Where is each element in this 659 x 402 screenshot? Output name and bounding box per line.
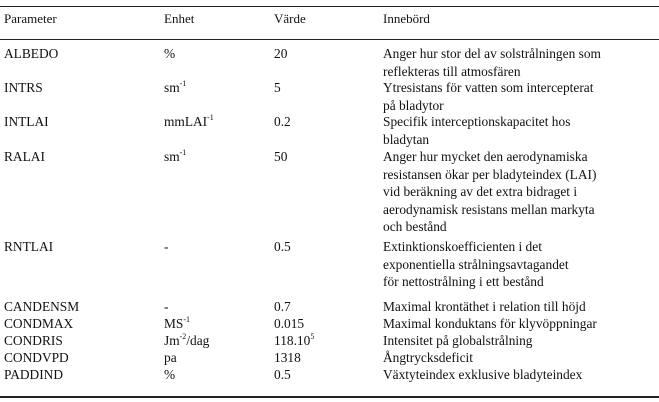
meaning-line: bladytan <box>383 131 430 147</box>
table-header <box>0 11 659 31</box>
meaning-line: resistansen ökar per bladyteindex (LAI) <box>383 166 597 182</box>
unit-base: % <box>164 367 176 382</box>
param-name: INTRS <box>4 80 43 95</box>
header-unit: Enhet <box>164 11 195 26</box>
value-exponent: 5 <box>310 332 315 341</box>
unit-exponent: -1 <box>179 148 187 157</box>
param-name: CANDENSM <box>4 299 80 314</box>
meaning-line: Extinktionskoefficienten i det <box>383 239 542 254</box>
value-base: 50 <box>274 149 288 164</box>
param-name: CONDVPD <box>4 350 69 365</box>
param-meaning <box>383 298 659 316</box>
param-value <box>274 332 314 350</box>
meaning-line: exponentiella strålningsavtagandet <box>383 256 569 272</box>
unit-base: MS <box>164 316 184 331</box>
value-base: 0.015 <box>274 316 305 331</box>
param-name: CONDRIS <box>4 333 63 348</box>
param-value <box>274 315 304 333</box>
meaning-line: Anger hur mycket den aerodynamiska <box>383 149 588 164</box>
unit-base: pa <box>164 350 177 365</box>
meaning-line: Intensitet på globalstrålning <box>383 333 533 348</box>
param-name: RALAI <box>4 149 45 164</box>
value-base: 0.5 <box>274 367 291 382</box>
unit-base: - <box>164 239 169 254</box>
param-unit <box>164 238 168 256</box>
param-name: ALBEDO <box>4 46 59 61</box>
table-header-rule <box>0 39 659 40</box>
meaning-line: för nettostrålning i ett bestånd <box>383 274 544 290</box>
param-meaning <box>383 366 659 384</box>
value-base: 0.2 <box>274 114 291 129</box>
unit-base: % <box>164 46 176 61</box>
param-unit <box>164 298 168 316</box>
unit-exponent: -2 <box>179 332 187 341</box>
param-unit <box>164 332 209 350</box>
param-meaning <box>383 238 659 291</box>
param-unit <box>164 366 175 384</box>
value-base: 0.7 <box>274 299 291 314</box>
param-unit <box>164 148 186 166</box>
meaning-line: Maximal konduktans för klyvöppningar <box>383 316 597 331</box>
meaning-line: aerodynamisk resistans mellan markyta <box>383 201 595 217</box>
param-meaning <box>383 315 659 333</box>
param-meaning <box>383 148 659 236</box>
param-value <box>274 79 281 97</box>
param-unit <box>164 349 177 367</box>
unit-base: Jm <box>164 333 180 348</box>
param-value <box>274 45 287 63</box>
value-base: 1318 <box>274 350 301 365</box>
header-meaning: Innebörd <box>383 11 430 26</box>
param-value <box>274 366 291 384</box>
meaning-line: Anger hur stor del av solstrålningen som <box>383 46 601 61</box>
unit-exponent: -1 <box>207 113 214 122</box>
meaning-line: vid beräkning av det extra bidraget i <box>383 184 578 200</box>
meaning-line: och bestånd <box>383 219 447 235</box>
param-unit <box>164 79 186 97</box>
unit-tail: /dag <box>186 333 210 348</box>
table-top-rule <box>0 6 659 7</box>
meaning-line: Ångtrycksdeficit <box>383 350 473 365</box>
meaning-line: Specifik interceptionskapacitet hos <box>383 114 571 129</box>
param-unit <box>164 45 175 63</box>
meaning-line: på bladytor <box>383 97 444 113</box>
header-value: Värde <box>274 11 306 26</box>
table-bottom-rule <box>0 396 659 398</box>
unit-base: sm <box>164 149 180 164</box>
header-parameter: Parameter <box>4 11 57 26</box>
param-unit <box>164 113 214 131</box>
param-meaning <box>383 45 659 80</box>
param-unit <box>164 315 190 333</box>
param-value <box>274 238 291 256</box>
param-value <box>274 349 301 367</box>
meaning-line: Ytresistans för vatten som intercepterat <box>383 80 594 95</box>
meaning-line: Växtyteindex exklusive bladyteindex <box>383 367 583 382</box>
param-name: PADDIND <box>4 367 64 382</box>
param-meaning <box>383 113 659 148</box>
param-name: INTLAI <box>4 114 49 129</box>
param-name: RNTLAI <box>4 239 54 254</box>
param-value <box>274 298 291 316</box>
param-meaning <box>383 79 659 114</box>
unit-base: - <box>164 299 169 314</box>
unit-exponent: -1 <box>179 79 187 88</box>
value-base: 5 <box>274 80 281 95</box>
value-base: 118.10 <box>274 333 311 348</box>
param-name: CONDMAX <box>4 316 74 331</box>
meaning-line: reflekteras till atmosfären <box>383 63 521 79</box>
unit-exponent: -1 <box>183 315 191 324</box>
value-base: 0.5 <box>274 239 291 254</box>
param-meaning <box>383 332 659 350</box>
meaning-line: Maximal krontäthet i relation till höjd <box>383 299 586 314</box>
param-value <box>274 113 291 131</box>
unit-base: sm <box>164 80 180 95</box>
param-value <box>274 148 287 166</box>
value-base: 20 <box>274 46 288 61</box>
param-meaning <box>383 349 659 367</box>
unit-base: mmLAI <box>164 114 208 129</box>
